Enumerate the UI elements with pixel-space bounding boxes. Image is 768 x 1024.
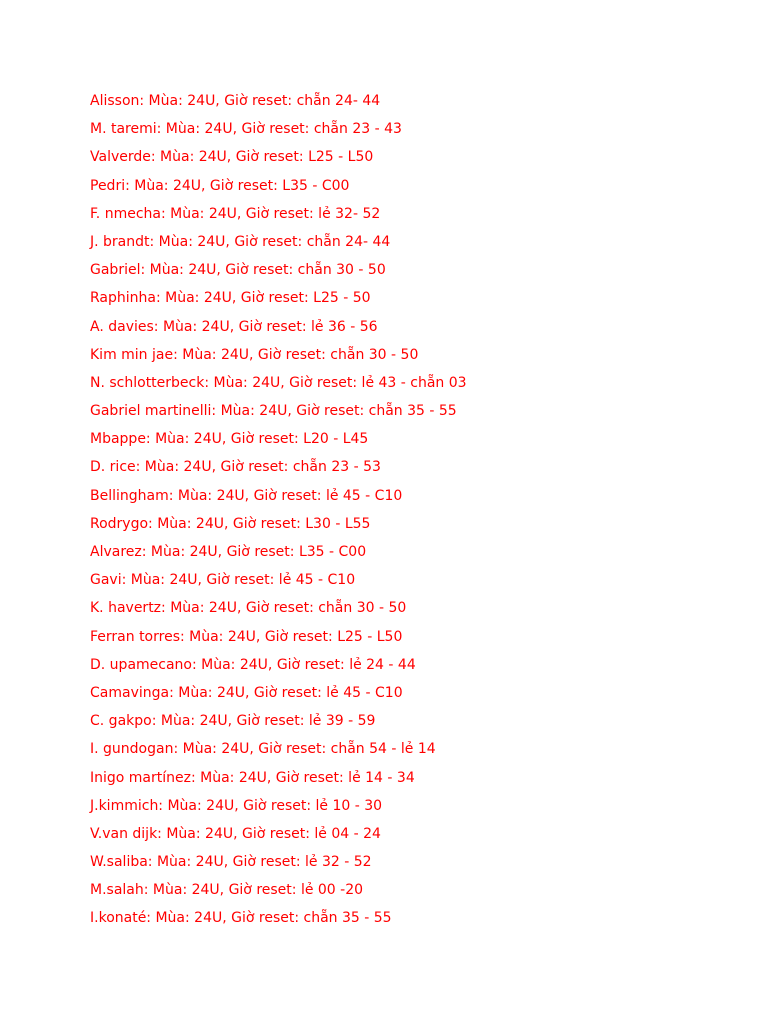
player-reset-list <box>90 88 467 934</box>
list-item: Rodrygo: Mùa: 24U, Giờ reset: L30 - L55 <box>90 515 371 532</box>
list-item: J. brandt: Mùa: 24U, Giờ reset: chẵn 24- 44 <box>90 233 391 250</box>
list-item: Gabriel martinelli: Mùa: 24U, Giờ reset: chẵn 35 - 55 <box>90 403 457 420</box>
list-item: Camavinga: Mùa: 24U, Giờ reset: lẻ 45 - C10 <box>90 684 403 701</box>
list-item: N. schlotterbeck: Mùa: 24U, Giờ reset: lẻ 43 - chẵn 03 <box>90 374 467 391</box>
list-item: Gavi: Mùa: 24U, Giờ reset: lẻ 45 - C10 <box>90 572 356 589</box>
list-item: D. upamecano: Mùa: 24U, Giờ reset: lẻ 24 - 44 <box>90 656 416 673</box>
list-item: Ferran torres: Mùa: 24U, Giờ reset: L25 - L50 <box>90 628 403 645</box>
list-item: M. taremi: Mùa: 24U, Giờ reset: chẵn 23 - 43 <box>90 121 402 138</box>
list-item: Valverde: Mùa: 24U, Giờ reset: L25 - L50 <box>90 149 374 166</box>
list-item: Bellingham: Mùa: 24U, Giờ reset: lẻ 45 - C10 <box>90 487 403 504</box>
list-item: C. gakpo: Mùa: 24U, Giờ reset: lẻ 39 - 59 <box>90 713 376 730</box>
list-item: Alisson: Mùa: 24U, Giờ reset: chẵn 24- 44 <box>90 93 381 109</box>
list-item: F. nmecha: Mùa: 24U, Giờ reset: lẻ 32- 52 <box>90 205 381 222</box>
list-item: Inigo martínez: Mùa: 24U, Giờ reset: lẻ 14 - 34 <box>90 769 415 786</box>
list-item: Mbappe: Mùa: 24U, Giờ reset: L20 - L45 <box>90 431 369 448</box>
list-item: I.konaté: Mùa: 24U, Giờ reset: chẵn 35 - 55 <box>90 910 392 927</box>
list-item: M.salah: Mùa: 24U, Giờ reset: lẻ 00 -20 <box>90 882 364 899</box>
list-item: Pedri: Mùa: 24U, Giờ reset: L35 - C00 <box>90 177 350 194</box>
list-item: I. gundogan: Mùa: 24U, Giờ reset: chẵn 54 - lẻ 14 <box>90 741 436 758</box>
list-item: Alvarez: Mùa: 24U, Giờ reset: L35 - C00 <box>90 544 367 560</box>
list-item: V.van dijk: Mùa: 24U, Giờ reset: lẻ 04 - 24 <box>90 825 381 842</box>
list-item: A. davies: Mùa: 24U, Giờ reset: lẻ 36 - 56 <box>90 318 378 335</box>
list-item: W.saliba: Mùa: 24U, Giờ reset: lẻ 32 - 52 <box>90 854 372 871</box>
list-item: Raphinha: Mùa: 24U, Giờ reset: L25 - 50 <box>90 290 371 307</box>
list-item: Gabriel: Mùa: 24U, Giờ reset: chẵn 30 - 50 <box>90 262 386 279</box>
list-item: K. havertz: Mùa: 24U, Giờ reset: chẵn 30 - 50 <box>90 600 407 617</box>
list-item: J.kimmich: Mùa: 24U, Giờ reset: lẻ 10 - 30 <box>90 797 383 814</box>
list-item: Kim min jae: Mùa: 24U, Giờ reset: chẵn 30 - 50 <box>90 346 419 363</box>
list-item: D. rice: Mùa: 24U, Giờ reset: chẵn 23 - 53 <box>90 459 381 476</box>
